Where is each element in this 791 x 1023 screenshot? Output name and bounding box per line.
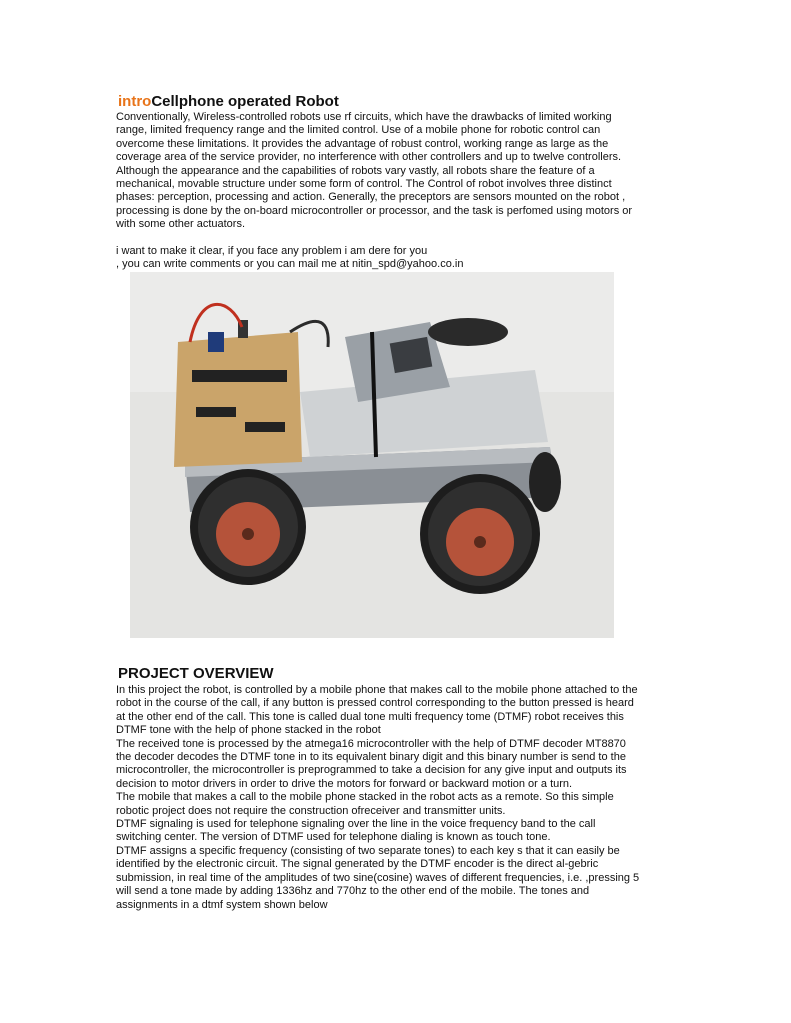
overview-line: microcontroller, the microcontroller is preprogrammed to take a decision for any give input and outputs its	[116, 764, 627, 777]
overview-line: In this project the robot, is controlled by a mobile phone that makes call to the mobile phone attached to the	[116, 684, 638, 696]
contact-note	[116, 245, 676, 272]
intro-line: overcome these limitations. It provides the advantage of robust control, working range as large as the	[116, 137, 609, 150]
overview-line: The received tone is processed by the atmega16 microcontroller with the help of DTMF decoder MT8870	[116, 737, 626, 750]
page-title	[118, 92, 339, 112]
overview-line: robot in the course of the call, if any button is pressed control corresponding to the button pressed is heard	[116, 697, 634, 710]
title-prefix: intro	[118, 93, 152, 110]
intro-line: coverage area of the service provider, no interference with other controllers and up to twelve controllers.	[116, 151, 622, 164]
robot-illustration	[130, 272, 614, 638]
robot-photo	[130, 272, 614, 638]
title-text: Cellphone operated Robot	[151, 93, 339, 110]
intro-paragraph	[116, 111, 676, 232]
overview-line: submission, in real time of the amplitudes of two sine(cosine) waves of different frequencies, i.e. ,pressing 5	[116, 871, 640, 884]
overview-line: at the other end of the call. This tone is called dual tone multi frequency tome (DTMF) robot receives this	[116, 710, 624, 723]
overview-line: assignments in a dtmf system shown below	[116, 898, 328, 911]
intro-line: Although the appearance and the capabilities of robots vary vastly, all robots share the feature of a	[116, 164, 595, 177]
section-heading: PROJECT OVERVIEW	[118, 665, 274, 682]
overview-line: switching center. The version of DTMF used for telephone dialing is known as touch tone.	[116, 831, 551, 844]
overview-line: robotic project does not require the construction ofreceiver and transmitter units.	[116, 804, 506, 817]
intro-line: processing is done by the on-board microcontroller or processor, and the task is perfomed using motors or	[116, 204, 633, 217]
overview-line: will send a tone made by adding 1336hz and 770hz to the other end of the mobile. The tones and	[116, 885, 590, 898]
overview-line: DTMF tone with the help of phone stacked in the robot	[116, 724, 381, 737]
overview-line: identified by the electronic circuit. The signal generated by the DTMF encoder is the direct al-gebric	[116, 858, 599, 871]
intro-line: with some other actuators.	[116, 218, 246, 231]
overview-line: DTMF assigns a specific frequency (consisting of two separate tones) to each key s that it can easily be	[116, 844, 620, 857]
overview-line: decision to motor drivers in order to drive the motors for forward or backward motion or a turn.	[116, 777, 573, 790]
intro-line: range, limited frequency range and the limited control. Use of a mobile phone for robotic control can	[116, 124, 601, 137]
overview-paragraph	[116, 684, 676, 912]
overview-line: The mobile that makes a call to the mobile phone stacked in the robot acts as a remote. So this simple	[116, 791, 614, 804]
note-line: i want to make it clear, if you face any problem i am dere for you	[116, 245, 428, 257]
overview-line: DTMF signaling is used for telephone signaling over the line in the voice frequency band to the call	[116, 818, 596, 831]
intro-line: mechanical, movable structure under some form of control. The Control of robot involves three distinct	[116, 178, 612, 191]
overview-line: the decoder decodes the DTMF tone in to its equivalent binary digit and this binary number is send to the	[116, 751, 626, 764]
intro-line: Conventionally, Wireless-controlled robots use rf circuits, which have the drawbacks of limited working	[116, 111, 612, 123]
intro-line: phases: perception, processing and action. Generally, the preceptors are sensors mounted on the robot ,	[116, 191, 626, 204]
note-line: , you can write comments or you can mail me at nitin_spd@yahoo.co.in	[116, 258, 464, 271]
